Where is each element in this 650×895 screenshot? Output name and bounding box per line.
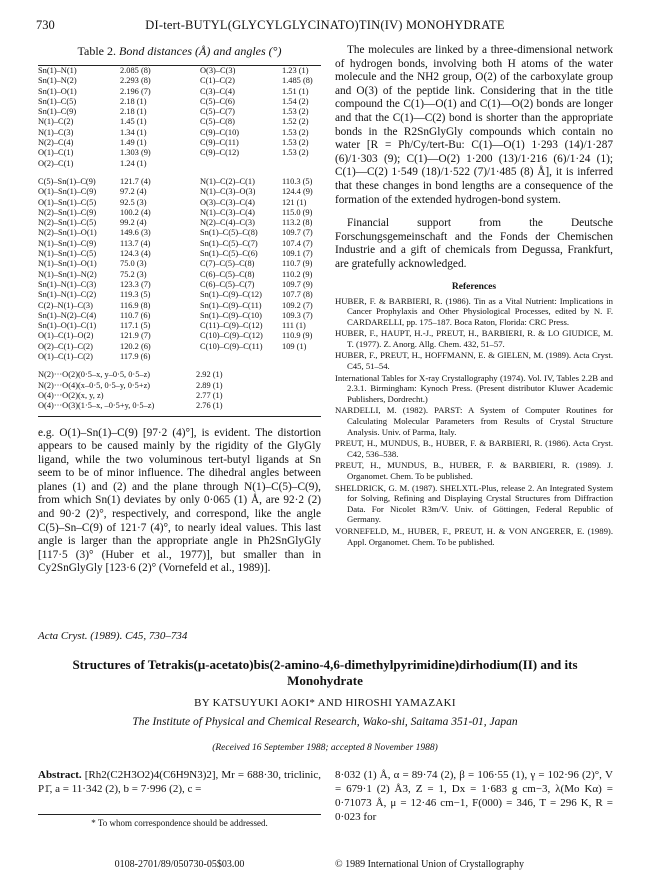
table-cell: Sn(1)–O(1)	[38, 86, 77, 96]
table-cell: N(1)–Sn(1)–N(2)	[38, 269, 97, 279]
table-cell: 109.7 (7)	[282, 228, 313, 238]
table-cell: Sn(1)–N(1)	[38, 66, 77, 75]
table-cell: Sn(1)–C(5)	[38, 96, 77, 106]
table-cell: 97.2 (4)	[120, 187, 147, 197]
table-row	[38, 249, 321, 259]
table-cell: 121.7 (4)	[120, 176, 151, 186]
table-cell: Sn(1)–N(2)	[38, 76, 77, 86]
reference-list	[335, 296, 613, 548]
table-row	[38, 97, 321, 107]
reference-item: VORNEFELD, M., HUBER, F., PREUT, H. & VON ANGERER, E. (1989). Appl. Organomet. Chem. To be published.	[335, 525, 613, 547]
table-row	[38, 270, 321, 280]
table-row	[38, 352, 321, 362]
table-cell: N(2)–Sn(1)–C(5)	[38, 218, 97, 228]
table-cell: C(6)–C(5)–C(8)	[200, 269, 255, 279]
table-cell: C(3)–C(4)	[200, 86, 235, 96]
table-row	[38, 280, 321, 290]
table-cell: O(1)–C(1)–O(2)	[38, 331, 94, 341]
abstract-left-text: [Rh2(C2H3O2)4(C6H9N3)2], Mr = 688·30, triclinic, P1̄, a = 11·342 (2), b = 7·996 (2), c =	[38, 769, 321, 795]
table-row	[38, 370, 223, 380]
table-cell: C(9)–C(11)	[200, 138, 239, 148]
table-cell: 123.3 (7)	[120, 279, 151, 289]
table-cell: 121 (1)	[282, 197, 307, 207]
table-cell: N(1)–C(2)–C(1)	[200, 176, 255, 186]
table-cell: O(1)–C(1)–C(2)	[38, 352, 93, 362]
table-cell: 109.7 (9)	[282, 279, 313, 289]
table-cell: 2.92 (1)	[196, 370, 223, 380]
table-cell: 75.0 (3)	[120, 259, 147, 269]
table-cell: 99.2 (4)	[120, 218, 147, 228]
reference-item: HUBER, F., PREUT, H., HOFFMANN, E. & GIELEN, M. (1989). Acta Cryst. C45, 51–54.	[335, 350, 613, 372]
references-heading: References	[451, 281, 497, 292]
table-cell: O(1)–Sn(1)–C(9)	[38, 187, 97, 197]
table-cell: Sn(1)–C(9)–C(10)	[200, 310, 262, 320]
table-cell: 1.485 (8)	[282, 76, 313, 86]
table-cell: 117.1 (5)	[120, 321, 151, 331]
table-cell: 107.4 (7)	[282, 238, 313, 248]
table-cell: 1.34 (1)	[120, 127, 147, 137]
table-cell: Sn(1)–N(2)–C(4)	[38, 310, 97, 320]
table-cell: C(5)–C(6)	[200, 96, 235, 106]
table-cell: 116.9 (8)	[120, 300, 151, 310]
table-cell: 119.3 (5)	[120, 290, 151, 300]
table-cell	[200, 159, 282, 169]
table-cell: 109.2 (7)	[282, 300, 313, 310]
table-cell: 109.3 (7)	[282, 310, 313, 320]
acknowledgement-paragraph: Financial support from the Deutsche Forschungsgemeinschaft and the Fonds der Chemischen Industrie and a gift of chemicals from Degussa, Frankfurt, are gratefully acknowledged.	[335, 217, 613, 270]
table-cell: 110.7 (6)	[120, 310, 151, 320]
table-cell: 109.1 (7)	[282, 249, 313, 259]
reference-item: NARDELLI, M. (1982). PARST: A System of Computer Routines for Calculating Molecular Parameters from Results of Crystal Structure Analysis. Univ. of Parma, Italy.	[335, 405, 613, 437]
table-row	[38, 117, 321, 127]
table-cell: 115.0 (9)	[282, 207, 313, 217]
table-cell: O(1)–C(1)	[38, 148, 74, 158]
table-cell: 113.2 (8)	[282, 218, 313, 228]
table-cell: 1.51 (1)	[282, 86, 309, 96]
received-dates: (Received 16 September 1988; accepted 8 November 1988)	[212, 743, 438, 753]
table-cell: Sn(1)–C(9)–C(11)	[200, 300, 262, 310]
table-cell: 124.3 (4)	[120, 249, 151, 259]
reference-item: PREUT, H., MUNDUS, B., HUBER, F. & BARBIERI, R. (1986). Acta Cryst. C42, 536–538.	[335, 438, 613, 459]
running-title: DI-tert-BUTYL(GLYCYLGLYCINATO)TIN(IV) MONOHYDRATE	[145, 18, 505, 32]
reference-item: International Tables for X-ray Crystallography (1974). Vol. IV, Tables 2.2B and 2.3.1. Birmingham: Kynoch Press. (Present distributor Kluwer Academic Publishers, Dordrecht.)	[335, 372, 613, 404]
table-row	[38, 87, 321, 97]
table-cell: 2.76 (1)	[196, 401, 223, 411]
table-cell: 1.52 (2)	[282, 117, 309, 127]
copyright-line: © 1989 International Union of Crystallography	[335, 859, 524, 870]
table-cell: C(2)–N(1)–C(3)	[38, 300, 93, 310]
table-cell: C(9)–C(12)	[200, 148, 240, 158]
table-cell: N(2)–Sn(1)–O(1)	[38, 228, 97, 238]
table-cell: N(2)···O(2)(0·5–x, y–0·5, 0·5–z)	[38, 370, 151, 380]
table-row	[38, 177, 321, 187]
table-cell: 2.89 (1)	[196, 380, 223, 390]
table-cell: C(1)–C(2)	[200, 76, 235, 86]
table-cell: N(2)–Sn(1)–C(9)	[38, 207, 97, 217]
table-cell: N(1)–Sn(1)–C(5)	[38, 249, 97, 259]
table-cell: N(2)–C(4)	[38, 138, 74, 148]
table-row	[38, 311, 321, 321]
table-cell: C(5)–C(8)	[200, 117, 235, 127]
table-row	[38, 381, 223, 391]
table-row	[38, 159, 321, 169]
abstract-right: 8·032 (1) Å, α = 89·74 (2), β = 106·55 (1), γ = 102·96 (2)°, V = 679·1 (2) Å3, Z = 1, Dx = 1·683 g cm−3, λ(Mo Kα) = 0·71073 Å, μ = 12·46 cm−1, F(000) = 346, T = 296 K, R = 0·023 for	[335, 769, 613, 823]
table-cell: C(5)–Sn(1)–C(9)	[38, 176, 96, 186]
table-cell: Sn(1)–C(9)	[38, 107, 77, 117]
table-row	[38, 198, 321, 208]
footnote-rule	[38, 814, 321, 815]
article-citation: Acta Cryst. (1989). C45, 730–734	[38, 630, 188, 642]
table-cell: Sn(1)–C(5)–C(7)	[200, 238, 258, 248]
table-row	[38, 76, 321, 86]
table-cell: Sn(1)–N(1)–C(3)	[38, 279, 97, 289]
table-cell: 109 (1)	[282, 341, 307, 351]
table-cell: 1.23 (1)	[282, 66, 309, 75]
table-cell: 110.7 (9)	[282, 259, 313, 269]
table-cell: O(3)–C(3)	[200, 66, 236, 75]
table-cell: C(9)–C(10)	[200, 127, 240, 137]
table-cell: N(1)–C(2)	[38, 117, 74, 127]
page-number: 730	[36, 18, 55, 32]
hydrogen-bond-paragraph: The molecules are linked by a three-dimensional network of hydrogen bonds, involving both H atoms of the water molecule and the NH2 group, O(2) of the carboxylate group and O(3) of the peptide link. Considering that in the title compound the C(1)—O(1) and C(1)—O(2) bonds are longer and that the C(1)—C(2) bond is shorter than the appropriate bonds in the R2SnGlyGly compounds which contain no water [R = Ph/Cy/tert-Bu: C(1)—O(1) 1·293 (14)/1·287 (6)/1·303 (9); C(1)—O(2) 1·200 (13)/1·216 (6)/1·24 (1); C(1)—C(2) 1·549 (18)/1·522 (7)/1·485 (8) Å], it is inferred that these changes in bond lengths are a consequence of the formation of the extended hydrogen-bond system.	[335, 44, 613, 206]
table-row	[38, 331, 321, 341]
table-cell: 2.293 (8)	[120, 76, 151, 86]
table-cell: 1.45 (1)	[120, 117, 147, 127]
right-column	[335, 44, 613, 548]
table-row	[38, 128, 321, 138]
table-cell: 1.53 (2)	[282, 127, 309, 137]
table-cell	[282, 159, 321, 169]
table-cell: 110.2 (9)	[282, 269, 313, 279]
table-cell	[200, 352, 282, 362]
table-cell: 92.5 (3)	[120, 197, 147, 207]
table-row	[38, 239, 321, 249]
table-cell: C(10)–C(9)–C(11)	[200, 341, 263, 351]
table-cell: N(1)–Sn(1)–O(1)	[38, 259, 97, 269]
table-cell: 100.2 (4)	[120, 207, 151, 217]
table-cell: Sn(1)–N(1)–C(2)	[38, 290, 97, 300]
table-caption: Table 2. Bond distances (Å) and angles (°)	[77, 44, 282, 58]
table-cell: 75.2 (3)	[120, 269, 147, 279]
table-bottom-rule	[38, 416, 321, 417]
table-cell: Sn(1)–C(9)–C(12)	[200, 290, 262, 300]
table-cell: 1.53 (2)	[282, 138, 309, 148]
table-cell: O(2)–C(1)–C(2)	[38, 341, 93, 351]
article-code: 0108-2701/89/050730-05$03.00	[114, 859, 245, 870]
table-cell: O(4)···O(3)(1·5–x, –0·5+y, 0·5–z)	[38, 401, 155, 411]
table-cell: C(10)–C(9)–C(12)	[200, 331, 263, 341]
left-paragraph: e.g. O(1)–Sn(1)–C(9) [97·2 (4)°], is evident. The distortion appears to be caused mainly by the rigidity of the GlyGly ligand, while the two voluminous tert-butyl ligands at Sn seem to be of minor influence. The dihedral angles between planes (1) and (2) and the plane through N(1)–C(5)–C(9), from which Sn(1) deviates by only 0·065 (1) Å, are 92·2 (2) and 90·2 (2)°, respectively, and correspond, like the angle C(5)–Sn–C(9) of 121·7 (4)°, to nearly ideal values. This last angle is larger than the appropriate angle in Ph2SnGlyGly [117·5 (3)° (Huber et al., 1977)], but smaller than in Cy2SnGlyGly [123·6 (2)° (Vornefeld et al., 1989)].	[38, 426, 321, 575]
table-row	[38, 218, 321, 228]
table-cell: 149.6 (3)	[120, 228, 151, 238]
running-head	[36, 18, 614, 34]
table-row	[38, 401, 223, 411]
hydrogen-bond-table	[38, 370, 223, 411]
table-cell: Sn(1)–C(5)–C(6)	[200, 249, 258, 259]
reference-item: SHELDRICK, G. M. (1987). SHELXTL-Plus, release 2. An Integrated System for Solving, Refining and Displaying Crystal Structures from Diffraction Data. For Nicolet R3m/V. Univ. of Göttingen, Federal Republic of Germany.	[335, 482, 613, 525]
table-cell: 107.7 (8)	[282, 290, 313, 300]
table-cell: C(11)–C(9)–C(12)	[200, 321, 263, 331]
table-row	[38, 228, 321, 238]
table-row	[38, 187, 321, 197]
article-authors: BY KATSUYUKI AOKI* AND HIROSHI YAMAZAKI	[194, 697, 456, 709]
table-row	[38, 208, 321, 218]
table-cell: N(1)–C(3)–O(3)	[200, 187, 256, 197]
abstract-label: Abstract.	[38, 769, 82, 781]
table-cell: O(1)–Sn(1)–C(5)	[38, 197, 97, 207]
table-cell: 1.49 (1)	[120, 138, 147, 148]
table-cell: 111 (1)	[282, 321, 306, 331]
table-cell: 110.9 (9)	[282, 331, 313, 341]
table-cell: O(3)–C(3)–C(4)	[200, 197, 255, 207]
table-cell: N(1)–C(3)	[38, 127, 74, 137]
table-cell: 1.303 (9)	[120, 148, 151, 158]
left-column	[38, 44, 321, 576]
bond-angles-table	[38, 177, 321, 362]
reference-item: HUBER, F., HAUPT, H.-J., PREUT, H., BARBIERI, R. & LO GIUDICE, M. T. (1977). Z. Anorg. Allg. Chem. 432, 51–57.	[335, 328, 613, 349]
table-cell: 1.53 (2)	[282, 148, 309, 158]
table-cell: 124.4 (9)	[282, 187, 313, 197]
table-cell: 2.18 (1)	[120, 107, 147, 117]
table-cell	[282, 352, 321, 362]
table-row	[38, 301, 321, 311]
table-row	[38, 138, 321, 148]
table-row	[38, 290, 321, 300]
bond-distances-table	[38, 66, 321, 169]
table-row	[38, 321, 321, 331]
table-cell: C(5)–C(7)	[200, 107, 235, 117]
table-cell: 1.53 (2)	[282, 107, 309, 117]
article-institute: The Institute of Physical and Chemical Research, Wako-shi, Saitama 351-01, Japan	[132, 716, 518, 728]
table-cell: C(6)–C(5)–C(7)	[200, 279, 255, 289]
table-cell: Sn(1)–C(5)–C(8)	[200, 228, 258, 238]
table-row	[38, 148, 321, 158]
reference-item: PREUT, H., MUNDUS, B., HUBER, F. & BARBIERI, R. (1989). J. Organomet. Chem. To be published.	[335, 460, 613, 481]
abstract-left	[38, 768, 321, 796]
table-cell: 2.18 (1)	[120, 96, 147, 106]
table-cell: 2.196 (7)	[120, 86, 151, 96]
table-cell: 2.77 (1)	[196, 390, 223, 400]
article-title: Structures of Tetrakis(μ-acetato)bis(2-amino-4,6-dimethylpyrimidine)dirhodium(II) and its Monohydrate	[72, 657, 578, 688]
table-cell: N(1)–Sn(1)–C(9)	[38, 238, 97, 248]
reference-item: HUBER, F. & BARBIERI, R. (1986). Tin as a Vital Nutrient: Implications in Cancer Prophylaxis and Other Physiological Processes, edited by N. F. CARDARELLI, pp. 175–187. Boca Raton, Florida: CRC Press.	[335, 295, 613, 327]
table-row	[38, 391, 223, 401]
table-cell: Sn(1)–O(1)–C(1)	[38, 321, 97, 331]
table-cell: O(2)–C(1)	[38, 158, 74, 168]
table-cell: N(2)–C(4)–C(3)	[200, 218, 255, 228]
table-cell: 1.54 (2)	[282, 96, 309, 106]
table-row	[38, 107, 321, 117]
table-row	[38, 66, 321, 76]
table-cell: 117.9 (6)	[120, 352, 151, 362]
table-cell: N(1)–C(3)–C(4)	[200, 207, 255, 217]
table-cell: 2.085 (8)	[120, 66, 151, 75]
correspondence-footnote: * To whom correspondence should be addressed.	[91, 818, 268, 828]
table-row	[38, 259, 321, 269]
table-cell: 110.3 (5)	[282, 176, 313, 186]
table-cell: 1.24 (1)	[120, 158, 147, 168]
table-row	[38, 342, 321, 352]
table-cell: 121.9 (7)	[120, 331, 151, 341]
table-cell: 120.2 (6)	[120, 341, 151, 351]
table-cell: N(2)···O(4)(x–0·5, 0·5–y, 0·5+z)	[38, 380, 151, 390]
table-cell: 113.7 (4)	[120, 238, 151, 248]
table-cell: O(4)···O(2)(x, y, z)	[38, 390, 104, 400]
table-cell: C(7)–C(5)–C(8)	[200, 259, 255, 269]
